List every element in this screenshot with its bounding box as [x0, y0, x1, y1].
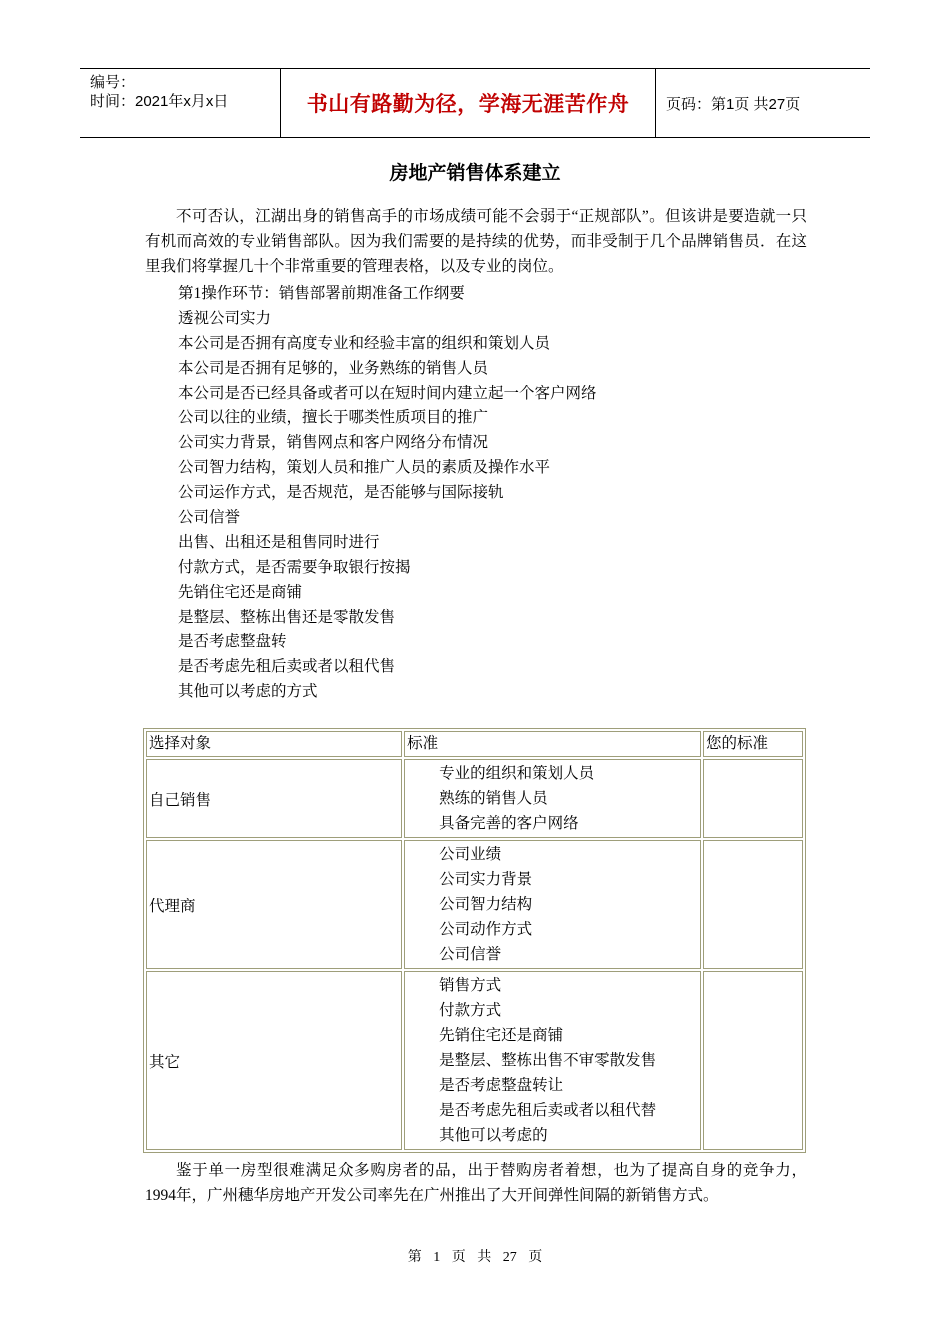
list-item: 公司信誉 [178, 509, 241, 527]
motto: 书山有路勤为径，学海无涯苦作舟 [306, 93, 630, 116]
standard-item: 先销住宅还是商铺 [439, 1027, 564, 1044]
footer-word: 页 [528, 1250, 543, 1265]
standard-item: 具备完善的客户网络 [439, 815, 579, 832]
page-code: 页码：第1页 共27页 [666, 95, 801, 113]
standard-item: 公司业绩 [439, 846, 502, 863]
list-item: 其他可以考虑的方式 [178, 683, 318, 701]
standard-item: 公司信誉 [439, 946, 502, 963]
header-meta [80, 69, 280, 137]
list-item: 第1操作环节：销售部署前期准备工作纲要 [178, 285, 465, 302]
header-yours: 您的标准 [703, 731, 803, 757]
outline-list [178, 282, 597, 705]
list-item: 公司智力结构，策划人员和推广人员的素质及操作水平 [178, 459, 551, 477]
document-title: 房地产销售体系建立 [389, 163, 561, 184]
list-item: 透视公司实力 [178, 309, 272, 327]
header-object: 选择对象 [146, 731, 402, 757]
standard-item: 其他可以考虑的 [439, 1127, 548, 1144]
footer-word: 共 [477, 1250, 492, 1265]
list-item: 本公司是否拥有足够的，业务熟练的销售人员 [178, 359, 489, 377]
standard-item: 付款方式 [439, 1002, 502, 1019]
list-item: 公司运作方式，是否规范，是否能够与国际接轨 [178, 484, 504, 502]
your-standard-cell[interactable] [703, 971, 803, 1150]
footer-word: 第 [407, 1250, 422, 1265]
standard-item: 公司动作方式 [439, 921, 533, 938]
list-item: 出售、出租还是租售同时进行 [178, 533, 380, 551]
your-standard-cell[interactable] [703, 759, 803, 838]
standard-item: 是整层、整栋出售不审零散发售 [439, 1052, 657, 1069]
standard-item: 销售方式 [439, 977, 502, 994]
list-item: 是整层、整栋出售还是零散发售 [178, 608, 396, 626]
table-row [146, 971, 803, 1150]
standard-cell [404, 840, 701, 969]
list-item: 本公司是否拥有高度专业和经验丰富的组织和策划人员 [178, 334, 551, 352]
footer-word: 页 [451, 1250, 466, 1265]
object-cell: 自己销售 [146, 759, 402, 838]
intro-paragraph: 不可否认，江湖出身的销售高手的市场成绩可能不会弱于“正规部队”。但该讲是要造就一只有机而高效的专业销售部队。因为我们需要的是持续的优势，而非受制于几个品牌销售员．在这里我们将掌握几十个非常重要的管理表格，以及专业的岗位。 [145, 208, 807, 275]
list-item: 先销住宅还是商铺 [178, 583, 303, 601]
table-row [146, 840, 803, 969]
list-item: 公司以往的业绩，擅长于哪类性质项目的推广 [178, 409, 489, 427]
standard-item: 专业的组织和策划人员 [439, 765, 595, 782]
outro-paragraph: 鉴于单一房型很难满足众多购房者的品，出于替购房者着想，也为了提高自身的竞争力，1994年，广州穗华房地产开发公司率先在广州推出了大开间弹性间隔的新销售方式。 [145, 1162, 807, 1204]
footer-current-page: 1 [433, 1250, 441, 1265]
object-cell: 其它 [146, 971, 402, 1150]
standard-item: 熟练的销售人员 [439, 790, 548, 807]
selection-table [143, 728, 806, 1153]
time-label: 时间：2021年x月x日 [90, 93, 229, 110]
list-item: 本公司是否已经具备或者可以在短时间内建立起一个客户网络 [178, 384, 597, 402]
standard-cell [404, 759, 701, 838]
table-row [146, 759, 803, 838]
header-page-cell [656, 69, 870, 137]
list-item: 是否考虑先租后卖或者以租代售 [178, 658, 396, 676]
list-item: 付款方式，是否需要争取银行按揭 [178, 558, 411, 576]
standard-item: 公司智力结构 [439, 896, 533, 913]
your-standard-cell[interactable] [703, 840, 803, 969]
list-item: 公司实力背景，销售网点和客户网络分布情况 [178, 434, 489, 452]
number-label: 编号： [90, 74, 136, 91]
object-cell: 代理商 [146, 840, 402, 969]
table-header-row [146, 731, 803, 757]
standard-cell [404, 971, 701, 1150]
header-standard: 标准 [404, 731, 701, 757]
standard-item: 是否考虑先租后卖或者以租代替 [439, 1102, 657, 1119]
standard-item: 公司实力背景 [439, 871, 533, 888]
page-footer [0, 1246, 950, 1266]
page-header [80, 68, 870, 138]
footer-total-pages: 27 [502, 1250, 517, 1265]
standard-item: 是否考虑整盘转让 [439, 1077, 564, 1094]
list-item: 是否考虑整盘转 [178, 633, 287, 651]
header-motto-cell [280, 69, 656, 137]
